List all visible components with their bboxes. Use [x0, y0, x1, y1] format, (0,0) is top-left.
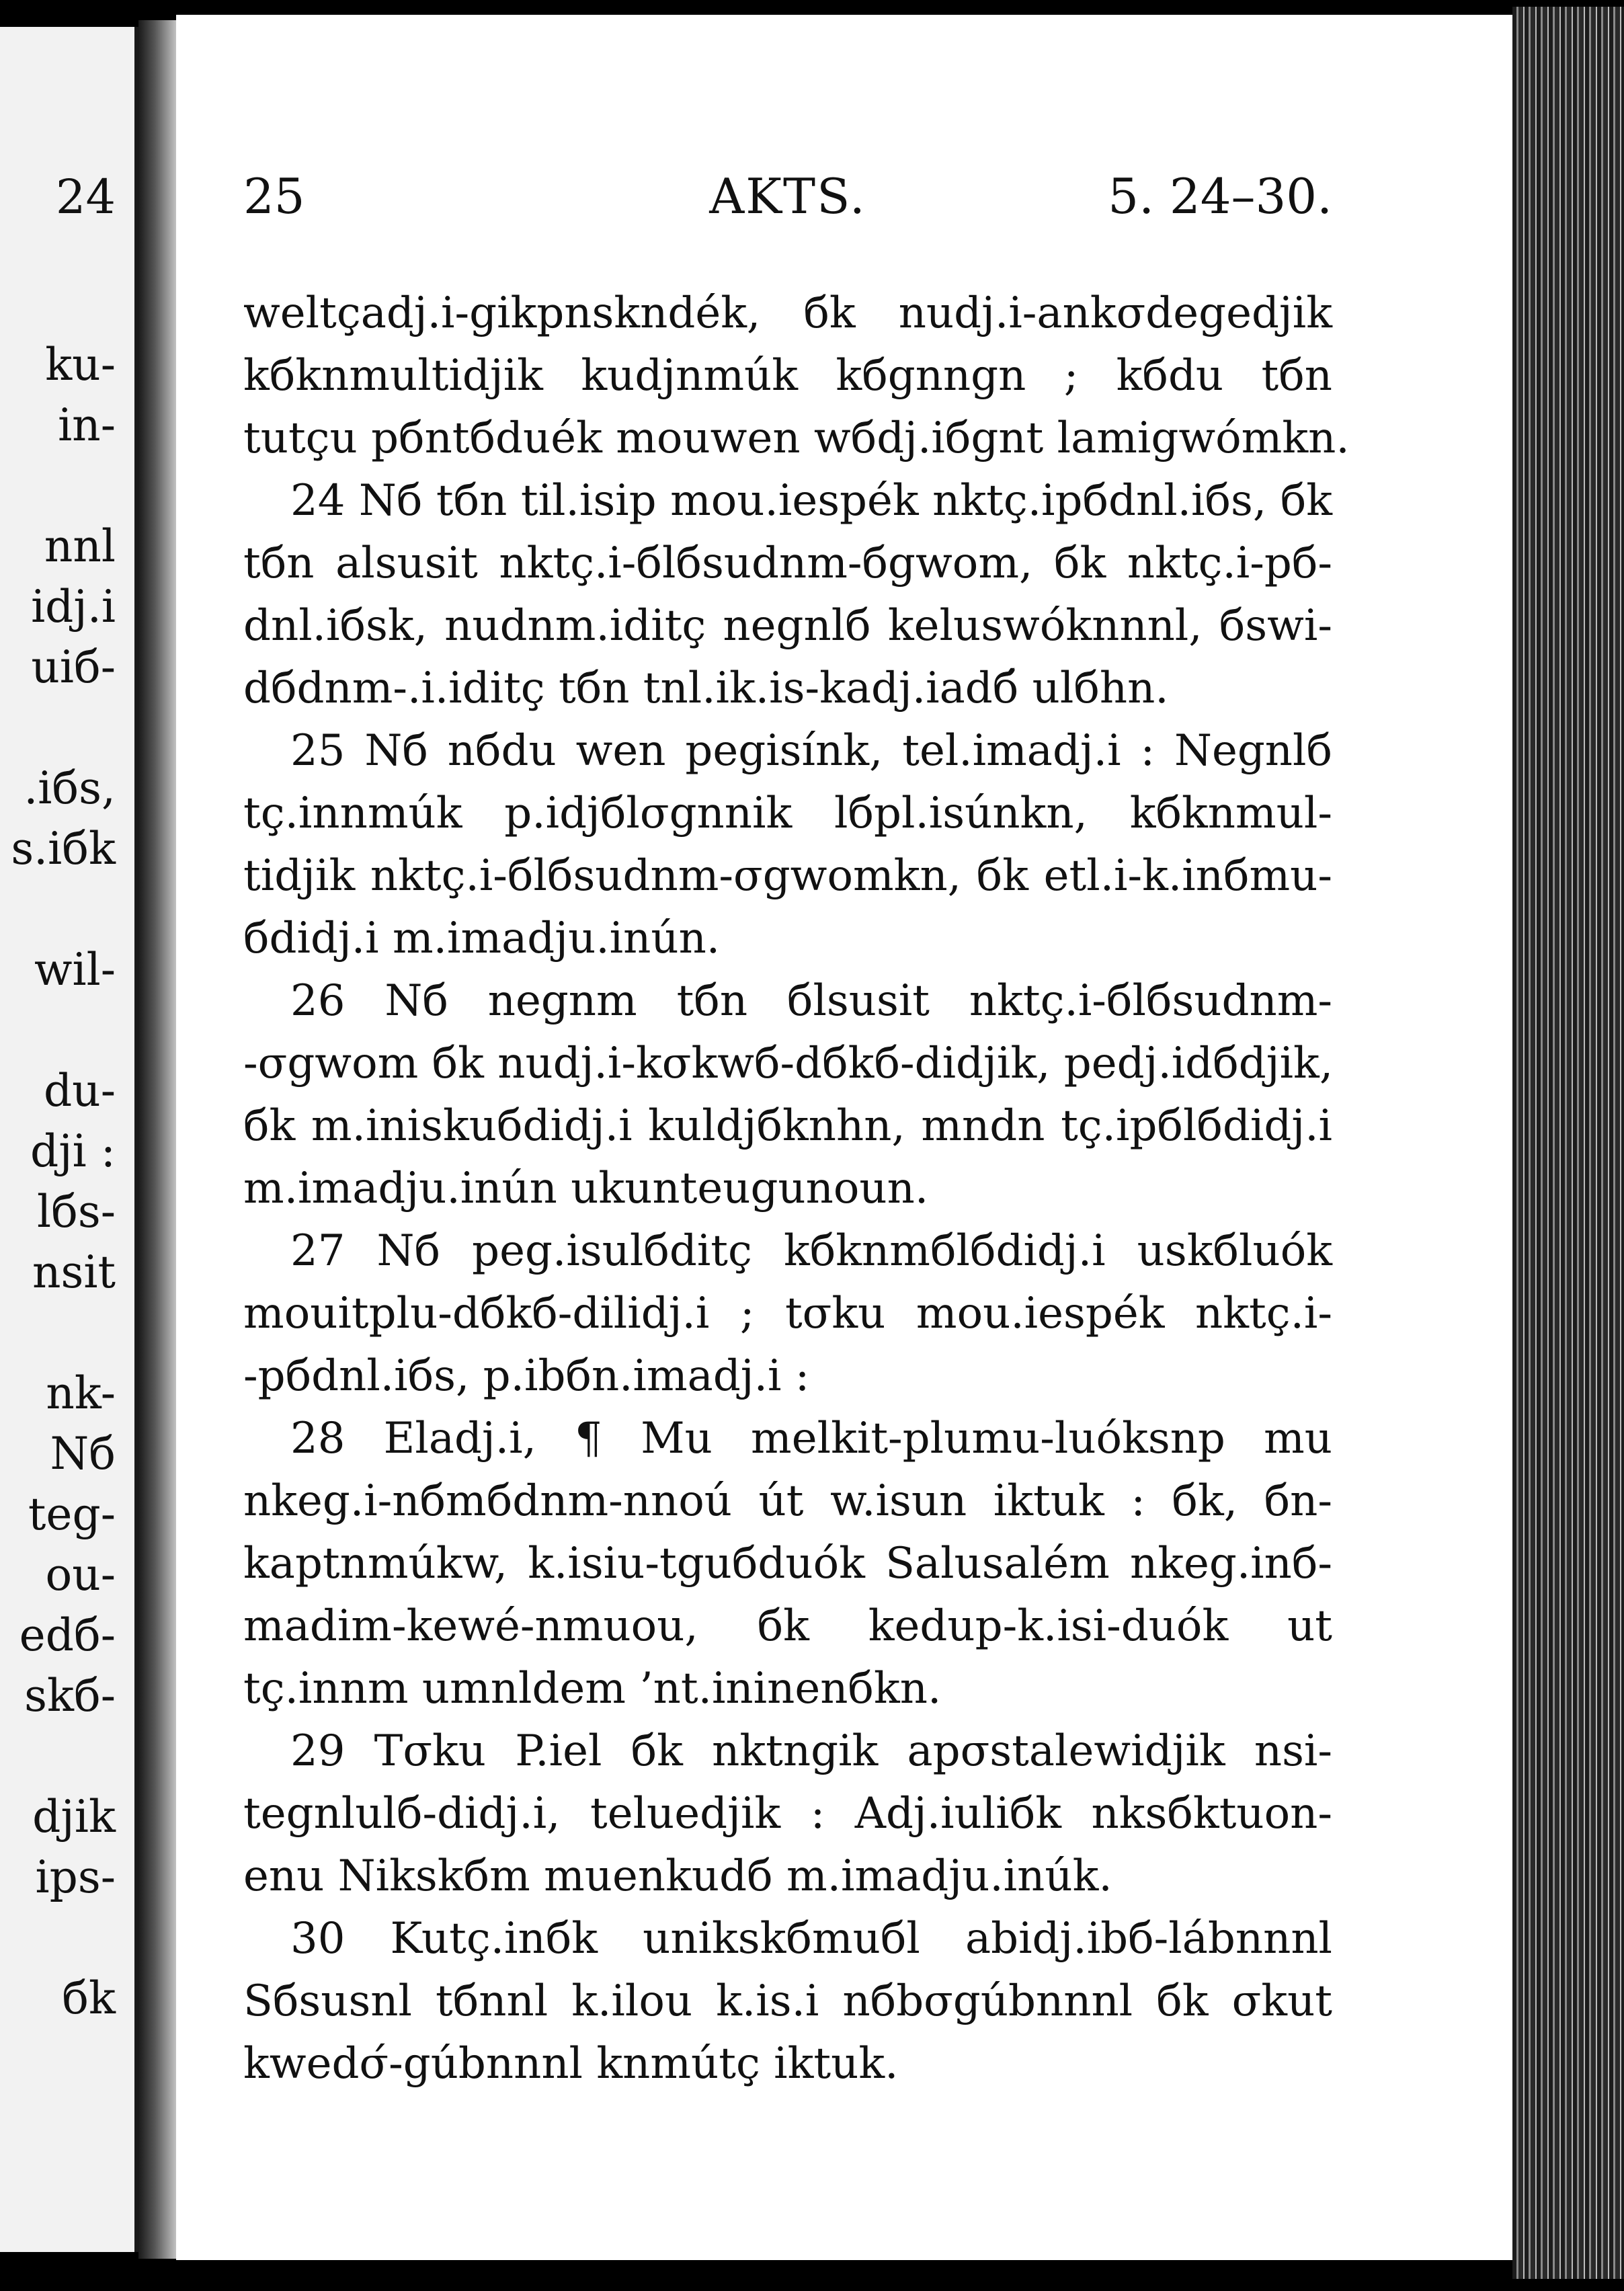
text-line: kwedσ́-gúbnnnl knmútç iktuk.: [243, 2039, 899, 2089]
text-line: 28 Eladj.i, ¶ Mu melkit-plumu-luóksnp mu: [290, 1414, 1332, 1463]
previous-page-text-fragment: lбs-: [36, 1186, 116, 1238]
verse-range: 5. 24–30.: [1108, 168, 1332, 225]
previous-page-text-fragment: .iбs,: [24, 762, 116, 814]
text-line: kбknmultidjik kudjnmúk kбgnngn ; kбdu tбn: [243, 351, 1332, 401]
text-line: tutçu pбntбduék mouwen wбdj.iбgnt lamigwómkn.: [243, 413, 1350, 463]
previous-page-text-fragment: ips-: [35, 1851, 116, 1903]
previous-page-text-fragment: wil-: [34, 944, 116, 996]
text-line: enu Nikskбm muenkudб m.imadju.inúk.: [243, 1851, 1112, 1901]
previous-page-text-fragment: in-: [58, 399, 116, 451]
text-line: dбdnm-.i.iditç tбn tnl.ik.is-kadj.iadб́ ulбhn.: [243, 664, 1169, 713]
previous-page-text-fragment: teg-: [28, 1488, 116, 1540]
text-line: tç.innm umnldem ’nt.ininenбkn.: [243, 1664, 942, 1714]
text-line: бk m.iniskuбdidj.i kuldjбknhn, mndn tç.ipбlбdidj.i: [243, 1101, 1332, 1151]
previous-page-text-fragment: djik: [32, 1791, 116, 1843]
book-title: AKTS.: [709, 168, 866, 225]
previous-page-text-fragment: dji :: [30, 1125, 116, 1177]
text-line: tç.innmúk p.idjбlσgnnik lбpl.isúnkn, kбknmul-: [243, 789, 1332, 838]
running-head: [243, 168, 1332, 229]
page-edges: [1512, 7, 1624, 2279]
text-line: 26 Nб negnm tбn бlsusit nktç.i-бlбsudnm-: [290, 976, 1332, 1026]
text-line: бdidj.i m.imadju.inún.: [243, 914, 721, 963]
previous-page-text-fragment: du-: [43, 1065, 116, 1117]
text-line: weltçadj.i-gikpnskndék, бk nudj.i-ankσdegedjik: [243, 288, 1332, 338]
book-gutter: [138, 20, 179, 2259]
text-line: 27 Nб peg.isulбditç kбknmбlбdidj.i uskбluók: [290, 1226, 1332, 1276]
previous-page-text-fragment: edб-: [19, 1609, 116, 1661]
page-body-text: [243, 282, 1350, 2095]
text-line: madim-kewé-nmuou, бk kedup-k.isi-duók ut: [243, 1601, 1332, 1651]
previous-page-text-fragment: nk-: [46, 1367, 116, 1419]
text-line: tegnlulб-didj.i, teluedjik : Adj.iuliбk nksбktuon-: [243, 1789, 1332, 1839]
previous-page-text-fragment: s.iбk: [11, 823, 116, 875]
text-line: 30 Kutç.inбk unikskбmuбl abidj.ibб-lábnnnl: [290, 1914, 1332, 1964]
previous-page-text-fragment: бk: [62, 1972, 116, 2024]
text-line: dnl.iбsk, nudnm.iditç negnlб keluswóknnnl, бswi-: [243, 601, 1332, 651]
text-line: 25 Nб nбdu wen pegisínk, tel.imadj.i : Negnlб: [290, 726, 1332, 776]
page-number: 25: [243, 168, 305, 225]
text-line: tбn alsusit nktç.i-бlбsudnm-бgwom, бk nktç.i-pб-: [243, 538, 1332, 588]
text-line: mouitplu-dбkб-dilidj.i ; tσku mou.iespék nktç.i-: [243, 1289, 1332, 1338]
text-line: 29 Tσku P.iel бk nktngik apσstalewidjik nsi-: [290, 1726, 1332, 1776]
previous-page-text-fragment: ou-: [45, 1549, 116, 1601]
text-line: -σgwom бk nudj.i-kσkwб-dбkб-didjik, pedj.idбdjik,: [243, 1039, 1334, 1088]
text-line: m.imadju.inún ukunteugunoun.: [243, 1164, 929, 1213]
previous-page-text-fragment: ku-: [45, 339, 116, 391]
text-line: nkeg.i-nбmбdnm-nnoú út w.isun iktuk : бk, бn-: [243, 1476, 1332, 1526]
previous-page-text-fragment: nnl: [44, 520, 116, 572]
previous-page-text-fragment: nsit: [32, 1246, 116, 1298]
previous-page-text-fragment: skб-: [24, 1670, 116, 1722]
previous-page-text-fragment: idj.i: [31, 581, 116, 633]
text-line: kaptnmúkw, k.isiu-tguбduók Salusalém nkeg.inб-: [243, 1539, 1332, 1589]
text-line: 24 Nб tбn til.isip mou.iespék nktç.ipбdnl.iбs, бk: [290, 476, 1332, 526]
previous-page-text-fragment: Nб: [50, 1428, 116, 1480]
text-line: -pбdnl.iбs, p.ibбn.imadj.i :: [243, 1351, 810, 1401]
text-line: Sбsusnl tбnnl k.ilou k.is.i nбbσgúbnnnl бk σkut: [243, 1976, 1332, 2026]
previous-page-fragment: [0, 27, 138, 2252]
previous-page-number: 24: [55, 169, 116, 225]
previous-page-text-fragment: uiб-: [31, 641, 116, 693]
text-line: tidjik nktç.i-бlбsudnm-σgwomkn, бk etl.i-k.inбmu-: [243, 851, 1332, 901]
